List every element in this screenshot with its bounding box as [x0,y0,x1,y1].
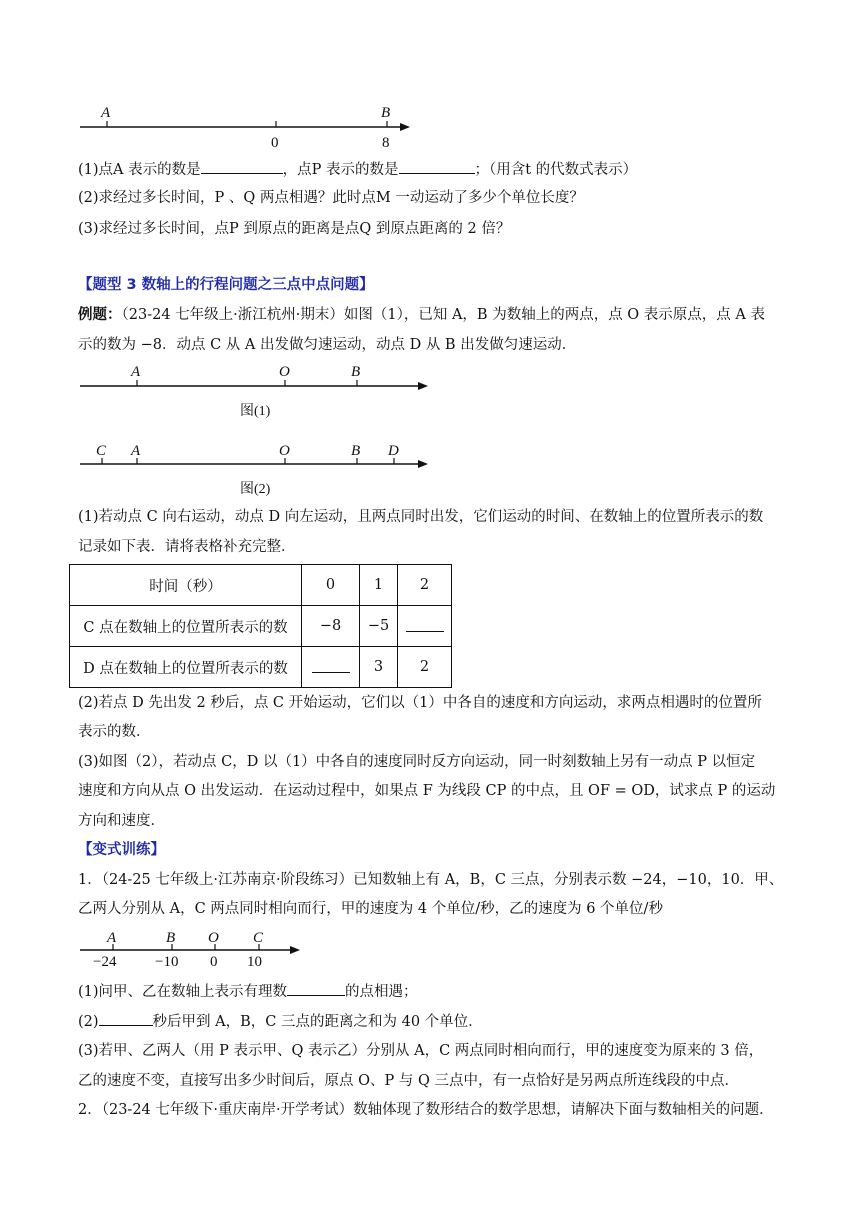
var-label-c: C [253,930,264,946]
variant-sub2-suffix: 秒后甲到 A，B，C 三点的距离之和为 40 个单位． [152,1014,483,1030]
variant-sub3-line-1: (3)若甲、乙两人（用 P 表示甲、Q 表示乙）分别从 A，C 两点同时相向而行，甲的速度变为原来的 3 倍， [78,1043,764,1059]
answer-blank [99,1011,153,1026]
fig1-label-o: O [279,364,290,380]
part2-line-1: (2)若点 D 先出发 2 秒后，点 C 开始运动，它们以（1）中各自的速度和方向运动，求两点相遇时的位置所 [78,695,762,711]
part1-line-1: (1)若动点 C 向右运动，动点 D 向左运动，且两点同时出发，它们运动的时间、在数轴上的位置所表示的数 [78,509,764,525]
part3-line-3: 方向和速度． [78,813,165,829]
variant-sub1 [78,981,418,1002]
fig2-label-c: C [96,443,107,459]
variant-sub2-prefix: (2) [78,1014,99,1030]
variant-q1-line-2: 乙两人分别从 A，C 两点同时相向而行，甲的速度为 4 个单位/秒，乙的速度为 6 个单位/秒 [78,901,663,917]
figure-1-caption: 图(1) [240,404,271,419]
variant-heading: 【变式训练】 [78,842,165,858]
table-cell: 3 [360,647,398,688]
fig2-label-b: B [351,443,361,459]
figure-2-caption: 图(2) [240,482,271,497]
point-a-label: A [101,105,111,121]
point-b-label: B [381,105,391,121]
variant-sub1-suffix: 的点相遇； [345,984,418,1000]
var-label-a: A [107,930,117,946]
q-part1-prefix: (1)点A 表示的数是 [78,162,201,178]
var-tick-c: 10 [247,954,262,970]
table-cell: 时间（秒） [70,565,302,606]
part1-line-2: 记录如下表．请将表格补充完整． [78,539,296,555]
fig1-label-a: A [131,364,141,380]
tick-0: 0 [271,135,279,151]
var-tick-b: −10 [155,954,179,970]
q-part2: (2)求经过多长时间，P 、Q 两点相遇？此时点M 一动运动了多少个单位长度？ [78,190,584,206]
variant-q2-line-1: 2．（23-24 七年级下·重庆南岸·开学考试）数轴体现了数形结合的数学思想，请解决下面与数轴相关的问题． [78,1102,774,1118]
variant-sub1-prefix: (1)问甲、乙在数轴上表示有理数 [78,984,288,1000]
part3-line-2: 速度和方向从点 O 出发运动．在运动过程中，如果点 F 为线段 CP 的中点，且 OF = OD，试求点 P 的运动 [78,783,776,799]
part2-line-2: 表示的数． [78,724,151,740]
fig2-label-d: D [388,443,399,459]
table-cell: C 点在数轴上的位置所表示的数 [70,606,302,647]
fig2-label-o: O [279,443,290,459]
answer-blank [287,981,345,996]
table-cell: 0 [302,565,360,606]
table-cell: D 点在数轴上的位置所表示的数 [70,647,302,688]
part3-line-1: (3)如图（2），若动点 C，D 以（1）中各自的速度同时反方向运动，同一时刻数轴上另有一动点 P 以恒定 [78,754,756,770]
var-tick-o: 0 [210,954,218,970]
q-part1-suffix: ；（用含t 的代数式表示） [474,162,638,178]
table-cell: 2 [398,647,452,688]
tick-8: 8 [382,135,390,151]
var-label-b: B [166,930,176,946]
variant-sub3-line-2: 乙的速度不变，直接写出多少时间后，原点 O、P 与 Q 三点中，有一点恰好是另两点所连线段的中点． [78,1073,739,1089]
fig1-label-b: B [351,364,361,380]
table-cell: 2 [398,565,452,606]
variant-sub2 [78,1011,483,1032]
variant-q1-line-1: 1．（24-25 七年级上·江苏南京·阶段练习）已知数轴上有 A，B，C 三点，分别表示数 −24，−10，10．甲、 [78,872,784,888]
table-cell: −8 [302,606,360,647]
var-tick-a: −24 [93,954,117,970]
example-label: 例题： [78,307,122,323]
example-line-2: 示的数为 −8．动点 C 从 A 出发做匀速运动，动点 D 从 B 出发做匀速运动． [78,337,577,353]
example-text: （23-24 七年级上·浙江杭州·期末）如图（1），已知 A，B 为数轴上的两点，点 O 表示原点，点 A 表 [121,307,765,323]
var-label-o: O [208,930,219,946]
table-cell: −5 [360,606,398,647]
q-part3: (3)求经过多长时间，点P 到原点的距离是点Q 到原点距离的 2 倍？ [78,221,511,237]
table-cell: 1 [360,565,398,606]
fig2-label-a: A [131,443,141,459]
q-part1-mid: ，点P 表示的数是 [282,162,399,178]
section-heading: 【题型 3 数轴上的行程问题之三点中点问题】 [78,277,374,293]
